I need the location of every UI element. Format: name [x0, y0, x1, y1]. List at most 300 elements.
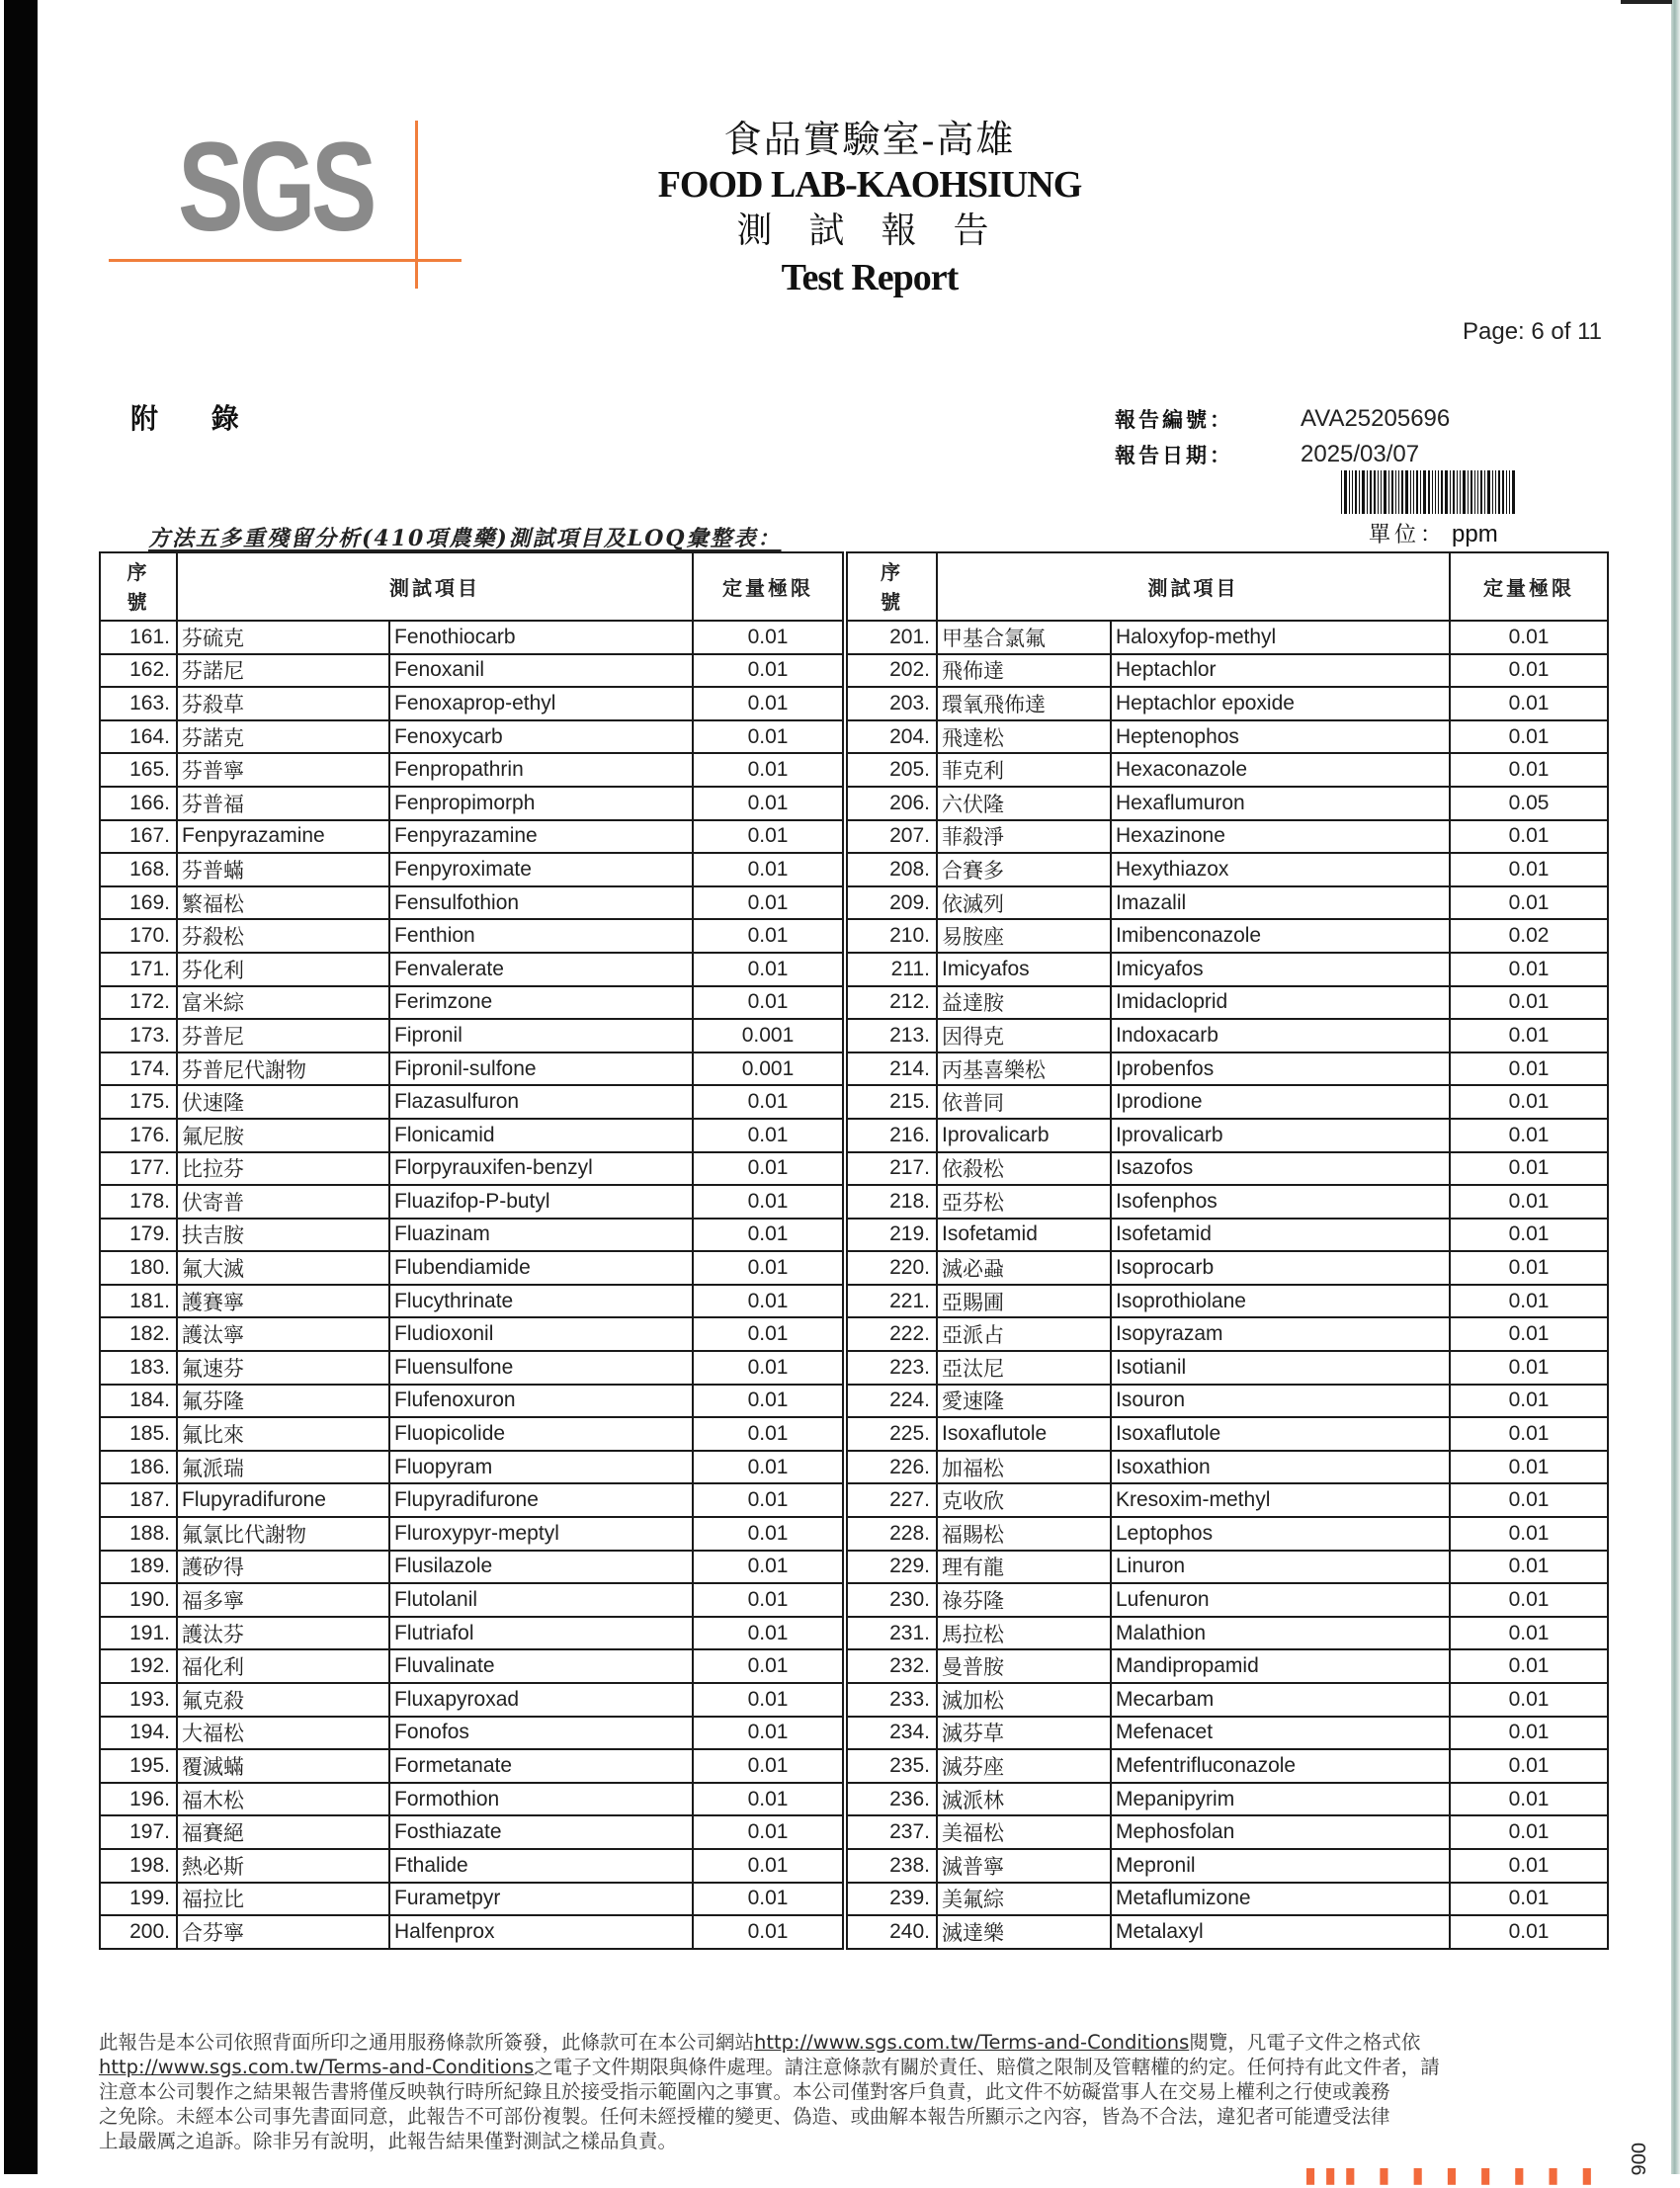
loq-value: 0.01 [693, 1417, 843, 1451]
loq-value: 0.01 [693, 919, 843, 953]
english-name: Malathion [1111, 1617, 1450, 1650]
row-number: 191. [100, 1617, 177, 1650]
loq-value: 0.01 [693, 1085, 843, 1119]
chinese-name: 芬諾尼 [177, 654, 389, 688]
loq-value: 0.01 [1450, 1683, 1608, 1717]
report-title-block [593, 119, 1146, 302]
chinese-name: 亞賜圃 [937, 1285, 1111, 1318]
table-row [847, 1417, 1608, 1451]
loq-value: 0.01 [693, 621, 843, 654]
english-name: Flufenoxuron [389, 1385, 693, 1418]
english-name: Hexythiazox [1111, 853, 1450, 886]
english-name: Fonofos [389, 1717, 693, 1750]
row-number: 232. [847, 1649, 937, 1683]
table-row [847, 1915, 1608, 1949]
report-date-value: 2025/03/07 [1301, 441, 1420, 467]
table-row [847, 1052, 1608, 1086]
chinese-name: 氟比來 [177, 1417, 389, 1451]
row-number: 208. [847, 853, 937, 886]
row-number: 181. [100, 1285, 177, 1318]
header-seq-line2: 號 [881, 589, 903, 614]
chinese-name: 滅芬草 [937, 1717, 1111, 1750]
row-number: 174. [100, 1052, 177, 1086]
barcode-bar [1352, 470, 1353, 514]
loq-value: 0.001 [693, 1052, 843, 1086]
row-number: 207. [847, 820, 937, 854]
row-number: 189. [100, 1551, 177, 1584]
chinese-name: 芬殺松 [177, 919, 389, 953]
english-name: Metaflumizone [1111, 1883, 1450, 1916]
english-name: Flusilazole [389, 1551, 693, 1584]
barcode-bar [1435, 470, 1436, 514]
table-row [100, 1815, 843, 1849]
row-number: 193. [100, 1683, 177, 1717]
chinese-name: 滅芬座 [937, 1749, 1111, 1783]
loq-value: 0.01 [1450, 1883, 1608, 1916]
row-number: 172. [100, 986, 177, 1020]
english-name: Fenvalerate [389, 953, 693, 986]
barcode-bar [1468, 470, 1469, 514]
row-number: 175. [100, 1085, 177, 1119]
row-number: 203. [847, 687, 937, 720]
loq-value: 0.01 [1450, 1551, 1608, 1584]
barcode-bar [1398, 470, 1399, 514]
barcode-bar [1367, 470, 1368, 514]
row-number: 173. [100, 1019, 177, 1052]
chinese-name: 理有龍 [937, 1551, 1111, 1584]
chinese-name: 富米綜 [177, 986, 389, 1020]
chinese-name: 護汰芬 [177, 1617, 389, 1650]
chinese-name: 福化利 [177, 1649, 389, 1683]
row-number: 179. [100, 1219, 177, 1252]
row-number: 170. [100, 919, 177, 953]
barcode-bar [1388, 470, 1389, 514]
loq-value: 0.01 [693, 1385, 843, 1418]
chinese-name: 福多寧 [177, 1583, 389, 1617]
english-name: Isopyrazam [1111, 1317, 1450, 1351]
table-row [100, 1251, 843, 1285]
barcode-icon [1341, 470, 1566, 514]
table-row [100, 1385, 843, 1418]
table-row [100, 1219, 843, 1252]
row-number: 185. [100, 1417, 177, 1451]
header-seq-line1: 序 [126, 559, 150, 584]
sgs-logo-text: SGS [178, 117, 373, 258]
disclaimer-text: 之電子文件期限與條件處理。請注意條款有關於責任、賠償之限制及管轄權的約定。任何持有此文件者，請 [534, 2056, 1440, 2078]
loq-value: 0.01 [1450, 986, 1608, 1020]
table-row [847, 1451, 1608, 1484]
english-name: Isouron [1111, 1385, 1450, 1418]
row-number: 177. [100, 1152, 177, 1186]
loq-value: 0.01 [1450, 1417, 1608, 1451]
barcode-bar [1423, 470, 1426, 514]
row-number: 184. [100, 1385, 177, 1418]
english-name: Fluxapyroxad [389, 1683, 693, 1717]
english-name: Formothion [389, 1783, 693, 1816]
barcode-bar [1395, 470, 1396, 514]
row-number: 237. [847, 1815, 937, 1849]
table-row [100, 621, 843, 654]
chinese-name: 合芬寧 [177, 1915, 389, 1949]
loq-value: 0.01 [1450, 1385, 1608, 1418]
row-number: 233. [847, 1683, 937, 1717]
chinese-name: 滅達樂 [937, 1915, 1111, 1949]
english-name: Fluopyram [389, 1451, 693, 1484]
loq-value: 0.01 [693, 853, 843, 886]
chinese-name: 護矽得 [177, 1551, 389, 1584]
report-number-label: 報告編號： [1115, 407, 1233, 432]
row-number: 213. [847, 1019, 937, 1052]
barcode-bar [1438, 470, 1439, 514]
chinese-name: 繁福松 [177, 886, 389, 920]
chinese-name: 福拉比 [177, 1883, 389, 1916]
table-row [847, 1649, 1608, 1683]
page-number: Page: 6 of 11 [1463, 318, 1602, 345]
row-number: 186. [100, 1451, 177, 1484]
table-row [847, 1683, 1608, 1717]
table-row [100, 1915, 843, 1949]
table-row [100, 654, 843, 688]
english-name: Fenpropimorph [389, 787, 693, 820]
english-name: Imidacloprid [1111, 986, 1450, 1020]
loq-value: 0.01 [1450, 886, 1608, 920]
chinese-name: Iprovalicarb [937, 1119, 1111, 1152]
chinese-name: 芬硫克 [177, 621, 389, 654]
chinese-name: 芬諾克 [177, 720, 389, 754]
row-number: 229. [847, 1551, 937, 1584]
loq-value: 0.01 [693, 1815, 843, 1849]
loq-value: 0.01 [1450, 1052, 1608, 1086]
table-row [100, 720, 843, 754]
table-header-row [100, 552, 843, 621]
table-row [100, 1551, 843, 1584]
table-row [100, 787, 843, 820]
report-type-cn: 測 試 報 告 [736, 210, 1003, 250]
row-number: 164. [100, 720, 177, 754]
table-row [100, 886, 843, 920]
row-number: 190. [100, 1583, 177, 1617]
table-row [100, 1783, 843, 1816]
chinese-name: 菲克利 [937, 753, 1111, 787]
english-name: Mefentrifluconazole [1111, 1749, 1450, 1783]
scan-top-line [1621, 0, 1672, 4]
barcode-bar [1413, 470, 1414, 514]
chinese-name: 福賽絕 [177, 1815, 389, 1849]
row-number: 239. [847, 1883, 937, 1916]
table-row [100, 820, 843, 854]
report-date-label: 報告日期： [1115, 443, 1233, 467]
table-row [847, 953, 1608, 986]
chinese-name: 伏寄普 [177, 1185, 389, 1219]
english-name: Isoprothiolane [1111, 1285, 1450, 1318]
table-row [100, 1152, 843, 1186]
loq-value: 0.01 [693, 654, 843, 688]
table-row [847, 1617, 1608, 1650]
table-row [100, 1351, 843, 1385]
barcode-bar [1450, 470, 1451, 514]
table-row [100, 1119, 843, 1152]
loq-value: 0.01 [693, 1617, 843, 1650]
loq-value: 0.01 [1450, 1251, 1608, 1285]
loq-value: 0.01 [693, 1483, 843, 1517]
disclaimer-line-4: 之免除。未經本公司事先書面同意，此報告不可部份複製。任何未經授權的變更、偽造、或曲解本報告所顯示之內容，皆為不合法，違犯者可能遭受法律 [99, 2105, 1390, 2128]
loq-value: 0.01 [1450, 1019, 1608, 1052]
loq-value: 0.01 [1450, 1649, 1608, 1683]
english-name: Fluensulfone [389, 1351, 693, 1385]
barcode-bar [1480, 470, 1482, 514]
loq-value: 0.01 [693, 1551, 843, 1584]
english-name: Isoxathion [1111, 1451, 1450, 1484]
barcode-bar [1512, 470, 1515, 514]
loq-value: 0.01 [1450, 953, 1608, 986]
row-number: 163. [100, 687, 177, 720]
loq-value: 0.01 [693, 1119, 843, 1152]
row-number: 168. [100, 853, 177, 886]
table-row [100, 753, 843, 787]
loq-value: 0.01 [693, 820, 843, 854]
row-number: 192. [100, 1649, 177, 1683]
english-name: Mefenacet [1111, 1717, 1450, 1750]
english-name: Mecarbam [1111, 1683, 1450, 1717]
table-title: 方法五多重殘留分析(410項農藥)測試項目及LOQ彙整表： [148, 526, 782, 551]
row-number: 183. [100, 1351, 177, 1385]
table-row [847, 720, 1608, 754]
english-name: Flonicamid [389, 1119, 693, 1152]
row-number: 202. [847, 654, 937, 688]
side-code: 006 [1627, 2143, 1648, 2176]
loq-value: 0.01 [693, 753, 843, 787]
chinese-name: 亞汰尼 [937, 1351, 1111, 1385]
row-number: 171. [100, 953, 177, 986]
barcode-bar [1445, 470, 1448, 514]
chinese-name: 氟大滅 [177, 1251, 389, 1285]
loq-value: 0.01 [693, 1583, 843, 1617]
english-name: Heptachlor epoxide [1111, 687, 1450, 720]
loq-value: 0.01 [693, 1683, 843, 1717]
barcode-bar [1401, 470, 1403, 514]
loq-value: 0.01 [1450, 1849, 1608, 1883]
english-name: Fluvalinate [389, 1649, 693, 1683]
table-row [100, 1417, 843, 1451]
row-number: 228. [847, 1517, 937, 1551]
chinese-name: 氟派瑞 [177, 1451, 389, 1484]
barcode-bar [1432, 470, 1433, 514]
chinese-name: 美福松 [937, 1815, 1111, 1849]
chinese-name: 滅派林 [937, 1783, 1111, 1816]
row-number: 231. [847, 1617, 937, 1650]
disclaimer-line-2 [99, 2055, 1581, 2079]
row-number: 200. [100, 1915, 177, 1949]
english-name: Flubendiamide [389, 1251, 693, 1285]
chinese-name: 美氟綜 [937, 1883, 1111, 1916]
table-row [847, 654, 1608, 688]
chinese-name: 易胺座 [937, 919, 1111, 953]
barcode-bar [1441, 470, 1443, 514]
chinese-name: 護汰寧 [177, 1317, 389, 1351]
table-row [100, 1683, 843, 1717]
table-row [847, 919, 1608, 953]
loq-value: 0.01 [693, 1285, 843, 1318]
header-seq [100, 552, 177, 621]
english-name: Isofetamid [1111, 1219, 1450, 1252]
chinese-name: 六伏隆 [937, 787, 1111, 820]
english-name: Hexaconazole [1111, 753, 1450, 787]
chinese-name: 芬普尼代謝物 [177, 1052, 389, 1086]
english-name: Indoxacarb [1111, 1019, 1450, 1052]
chinese-name: Fenpyrazamine [177, 820, 389, 854]
chinese-name: 飛達松 [937, 720, 1111, 754]
english-name: Ferimzone [389, 986, 693, 1020]
chinese-name: 大福松 [177, 1717, 389, 1750]
table-row [847, 886, 1608, 920]
chinese-name: 滅加松 [937, 1683, 1111, 1717]
table-row [847, 1849, 1608, 1883]
english-name: Formetanate [389, 1749, 693, 1783]
loq-value: 0.01 [693, 1185, 843, 1219]
table-row [847, 1717, 1608, 1750]
english-name: Fluroxypyr-meptyl [389, 1517, 693, 1551]
english-name: Isazofos [1111, 1152, 1450, 1186]
loq-value: 0.01 [693, 1649, 843, 1683]
table-row [100, 1883, 843, 1916]
serial-stamp: ▮▮▮ ▮ ▮ ▮ ▮ ▮ ▮ ▮ [1304, 2162, 1601, 2187]
table-row [100, 1649, 843, 1683]
chinese-name: 依滅列 [937, 886, 1111, 920]
chinese-name: 芬殺草 [177, 687, 389, 720]
chinese-name: 依殺松 [937, 1152, 1111, 1186]
barcode-bar [1484, 470, 1485, 514]
english-name: Fenpyroximate [389, 853, 693, 886]
logo-vertical-rule [415, 121, 418, 289]
loq-value: 0.01 [1450, 1717, 1608, 1750]
row-number: 227. [847, 1483, 937, 1517]
barcode-bar [1378, 470, 1379, 514]
row-number: 238. [847, 1849, 937, 1883]
table-row [847, 1583, 1608, 1617]
chinese-name: Isofetamid [937, 1219, 1111, 1252]
chinese-name: 亞芬松 [937, 1185, 1111, 1219]
row-number: 205. [847, 753, 937, 787]
header-seq [847, 552, 937, 621]
loq-value: 0.01 [693, 1451, 843, 1484]
table-row [100, 1583, 843, 1617]
chinese-name: 扶吉胺 [177, 1219, 389, 1252]
row-number: 165. [100, 753, 177, 787]
table-row [847, 1152, 1608, 1186]
row-number: 234. [847, 1717, 937, 1750]
english-name: Halfenprox [389, 1915, 693, 1949]
english-name: Fensulfothion [389, 886, 693, 920]
table-row [847, 1749, 1608, 1783]
row-number: 210. [847, 919, 937, 953]
table-row [100, 1052, 843, 1086]
header-test-item: 測試項目 [177, 552, 693, 621]
loq-value: 0.01 [1450, 1152, 1608, 1186]
loq-value: 0.01 [693, 1849, 843, 1883]
row-number: 169. [100, 886, 177, 920]
page-right-edge [1671, 0, 1680, 2174]
chinese-name: 飛佈達 [937, 654, 1111, 688]
barcode-bar [1506, 470, 1507, 514]
loq-value: 0.01 [693, 1517, 843, 1551]
chinese-name: 曼普胺 [937, 1649, 1111, 1683]
table-row [100, 1849, 843, 1883]
table-row [847, 820, 1608, 854]
row-number: 216. [847, 1119, 937, 1152]
loq-value: 0.01 [693, 1915, 843, 1949]
terms-link[interactable]: http://www.sgs.com.tw/Terms-and-Conditions [99, 2056, 535, 2078]
barcode-bar [1362, 470, 1365, 514]
loq-value: 0.01 [693, 687, 843, 720]
english-name: Flucythrinate [389, 1285, 693, 1318]
loq-table-left [99, 551, 844, 1950]
report-meta [1115, 401, 1450, 472]
chinese-name: 熱必斯 [177, 1849, 389, 1883]
english-name: Iprovalicarb [1111, 1119, 1450, 1152]
loq-value: 0.01 [693, 1783, 843, 1816]
report-type-en: Test Report [781, 257, 959, 298]
chinese-name: 亞派占 [937, 1317, 1111, 1351]
chinese-name: 滅普寧 [937, 1849, 1111, 1883]
chinese-name: 益達胺 [937, 986, 1111, 1020]
chinese-name: 甲基合氯氟 [937, 621, 1111, 654]
loq-value: 0.01 [1450, 1483, 1608, 1517]
chinese-name: 馬拉松 [937, 1617, 1111, 1650]
chinese-name: 愛速隆 [937, 1385, 1111, 1418]
row-number: 194. [100, 1717, 177, 1750]
row-number: 206. [847, 787, 937, 820]
disclaimer-text: 此報告是本公司依照背面所印之通用服務條款所簽發，此條款可在本公司網站 [99, 2031, 755, 2054]
english-name: Iprobenfos [1111, 1052, 1450, 1086]
table-row [847, 1815, 1608, 1849]
english-name: Mepronil [1111, 1849, 1450, 1883]
row-number: 178. [100, 1185, 177, 1219]
chinese-name: Imicyafos [937, 953, 1111, 986]
disclaimer-text: 閱覽，凡電子文件之格式依 [1189, 2031, 1421, 2054]
chinese-name: 依普同 [937, 1085, 1111, 1119]
barcode-bar [1410, 470, 1411, 514]
english-name: Heptenophos [1111, 720, 1450, 754]
english-name: Mephosfolan [1111, 1815, 1450, 1849]
loq-value: 0.01 [1450, 853, 1608, 886]
chinese-name: 福木松 [177, 1783, 389, 1816]
chinese-name: 祿芬隆 [937, 1583, 1111, 1617]
barcode-bar [1416, 470, 1418, 514]
barcode-bar [1374, 470, 1376, 514]
barcode-bar [1498, 470, 1500, 514]
logo-horizontal-rule [109, 259, 462, 262]
row-number: 162. [100, 654, 177, 688]
table-row [100, 1517, 843, 1551]
loq-value: 0.01 [693, 886, 843, 920]
table-row [100, 919, 843, 953]
loq-value: 0.01 [1450, 654, 1608, 688]
table-row [100, 1483, 843, 1517]
barcode-bar [1470, 470, 1472, 514]
row-number: 236. [847, 1783, 937, 1816]
english-name: Haloxyfop-methyl [1111, 621, 1450, 654]
english-name: Imazalil [1111, 886, 1450, 920]
loq-value: 0.01 [693, 986, 843, 1020]
table-row [100, 1749, 843, 1783]
report-number-row [1115, 401, 1450, 437]
english-name: Fenoxaprop-ethyl [389, 687, 693, 720]
english-name: Fluazinam [389, 1219, 693, 1252]
english-name: Leptophos [1111, 1517, 1450, 1551]
terms-link[interactable]: http://www.sgs.com.tw/Terms-and-Conditions [754, 2031, 1190, 2054]
row-number: 235. [847, 1749, 937, 1783]
loq-table-right [846, 551, 1609, 1950]
